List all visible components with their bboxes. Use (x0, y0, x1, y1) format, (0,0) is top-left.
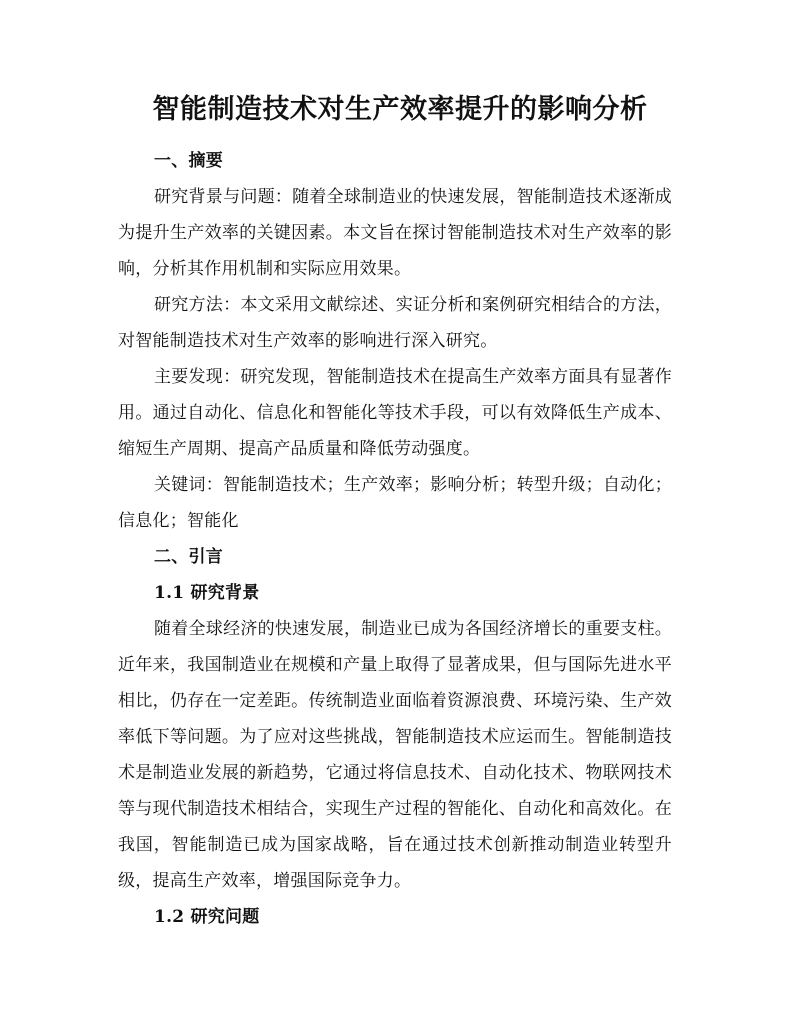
introduction-heading: 二、引言 (154, 547, 223, 567)
abstract-heading: 一、摘要 (154, 151, 223, 171)
document-title: 智能制造技术对生产效率提升的影响分析 (152, 94, 648, 125)
research-background-paragraph: 随着全球经济的快速发展，制造业已成为各国经济增长的重要支柱。近年来，我国制造业在规模和产量上取得了显著成果，但与国际先进水平相比，仍存在一定差距。传统制造业面临着资源浪费、环境污染、生产效率低下等问题。为了应对这些挑战，智能制造技术应运而生。智能制造技术是制造业发展的新趋势，它通过将信息技术、自动化技术、物联网技术等与现代制造技术相结合，实现生产过程的智能化、自动化和高效化。在我国，智能制造已成为国家战略，旨在通过技术创新推动制造业转型升级，提高生产效率，增强国际竞争力。 (118, 619, 672, 891)
document-body (118, 143, 672, 935)
research-question-heading: 1.2 研究问题 (154, 907, 260, 927)
abstract-method-paragraph: 研究方法：本文采用文献综述、实证分析和案例研究相结合的方法，对智能制造技术对生产效率的影响进行深入研究。 (118, 295, 672, 351)
abstract-background-paragraph: 研究背景与问题：随着全球制造业的快速发展，智能制造技术逐渐成为提升生产效率的关键因素。本文旨在探讨智能制造技术对生产效率的影响，分析其作用机制和实际应用效果。 (118, 187, 672, 279)
keywords-paragraph: 关键词：智能制造技术；生产效率；影响分析；转型升级；自动化；信息化；智能化 (118, 475, 672, 531)
research-background-heading: 1.1 研究背景 (154, 583, 260, 603)
abstract-findings-paragraph: 主要发现：研究发现，智能制造技术在提高生产效率方面具有显著作用。通过自动化、信息化和智能化等技术手段，可以有效降低生产成本、缩短生产周期、提高产品质量和降低劳动强度。 (118, 367, 672, 459)
